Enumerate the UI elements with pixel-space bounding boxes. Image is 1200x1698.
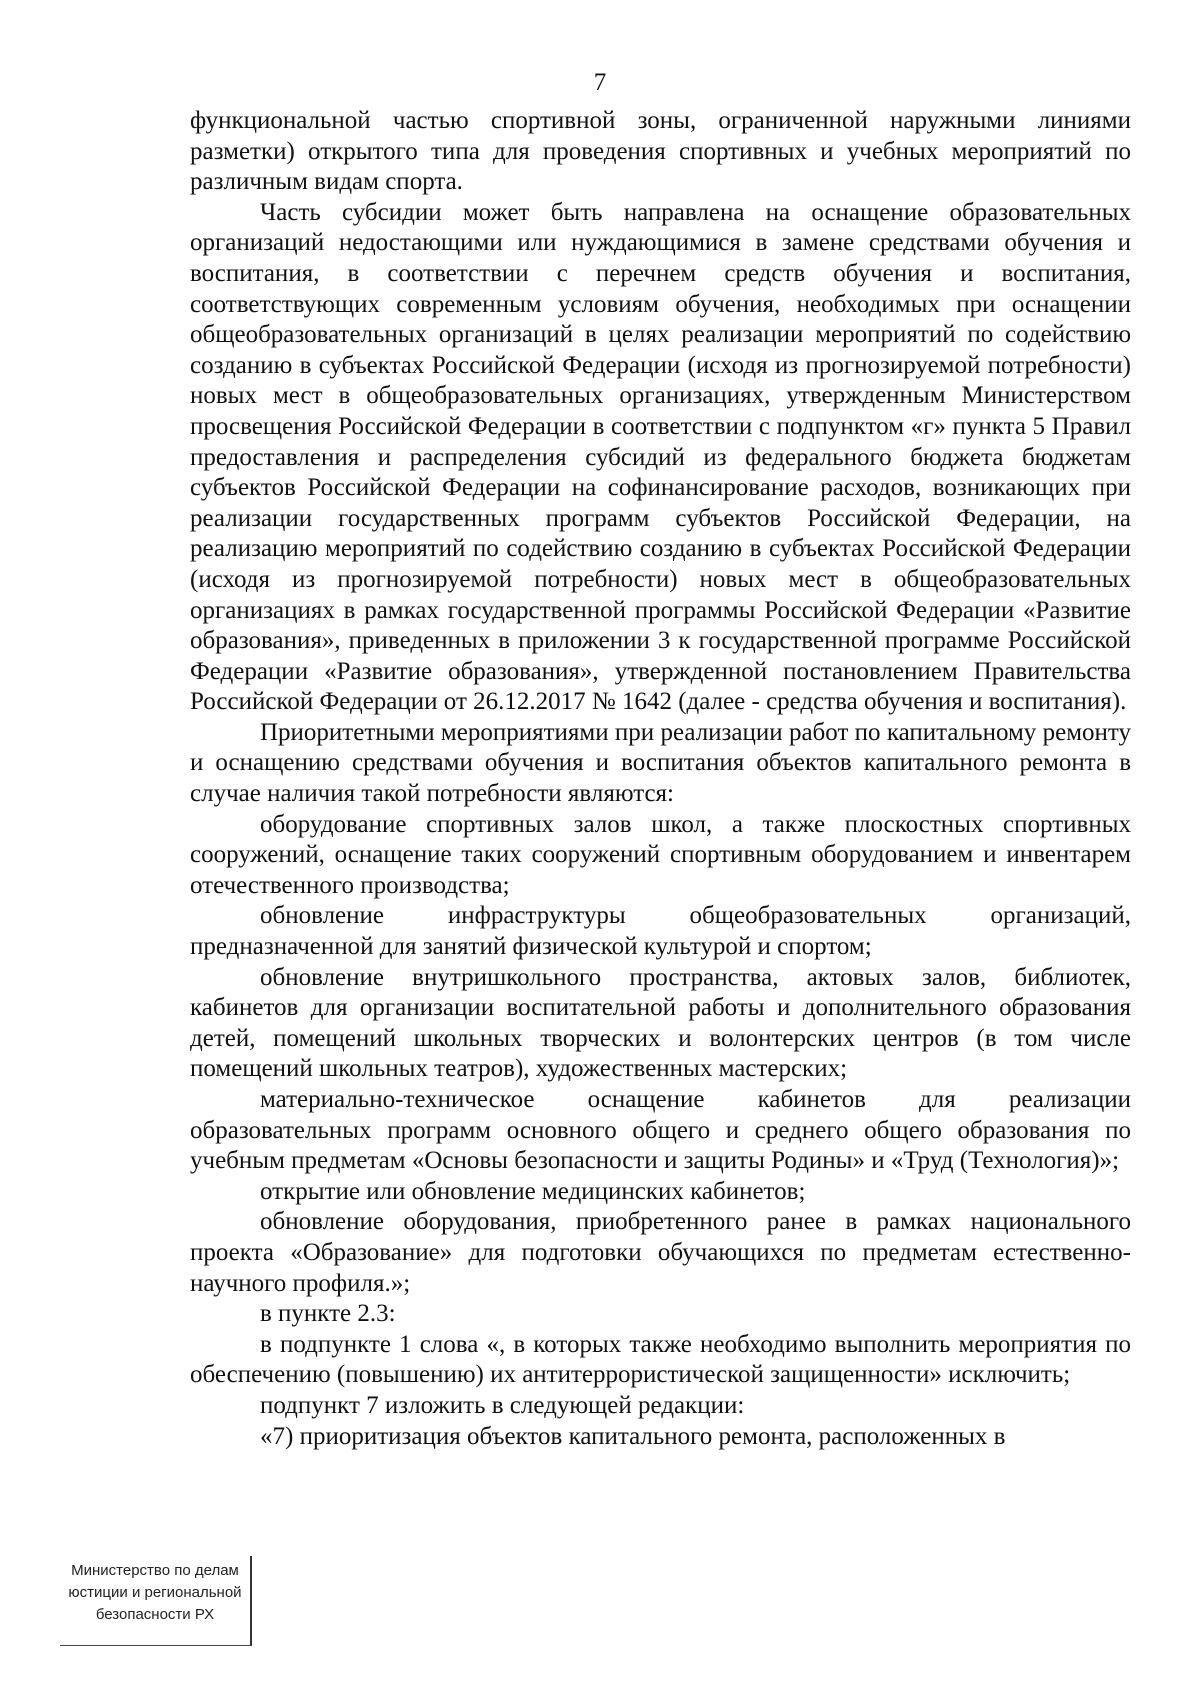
list-item: материально-техническое оснащение кабинетов для реализации образовательных программ основного общего и среднего общего образования по учебным предметам «Основы безопасности и защиты Родины» и «Труд (Технология)»; [190,1086,1131,1175]
stamp-line: безопасности РХ [95,1606,215,1623]
ministry-stamp [60,1556,252,1646]
paragraph: в подпункте 1 слова «, в которых также необходимо выполнить мероприятия по обеспечению (повышению) их антитеррористической защищенности» исключить; [190,1330,1131,1389]
list-item: оборудование спортивных залов школ, а также плоскостных спортивных сооружений, оснащение таких сооружений спортивным оборудованием и инвентарем отечественного производства; [190,810,1131,899]
paragraph: Приоритетными мероприятиями при реализации работ по капитальному ремонту и оснащению средствами обучения и воспитания объектов капитального ремонта в случае наличия такой потребности являются: [190,718,1131,808]
list-item: обновление оборудования, приобретенного ранее в рамках национального проекта «Образование» для подготовки обучающихся по предметам естественно-научного профиля.»; [190,1208,1131,1297]
list-item: обновление инфраструктуры общеобразовательных организаций, предназначенной для занятий физической культурой и спортом; [190,902,1131,961]
page-number: 7 [593,69,607,96]
paragraph: Часть субсидии может быть направлена на оснащение образовательных организаций недостающими или нуждающимися в замене средствами обучения и воспитания, в соответствии с перечнем средств обучения и воспитания, соответствующих современным условиям обучения, необходимых при оснащении общеобразовательных организаций в целях реализации мероприятий по содействию созданию в субъектах Российской Федерации (исходя из прогнозируемой потребности) новых мест в общеобразовательных организациях, утвержденным Министерством просвещения Российской Федерации в соответствии с подпунктом «г» пункта 5 Правил предоставления и распределения субсидий из федерального бюджета бюджетам субъектов Российской Федерации на софинансирование расходов, возникающих при реализации государственных программ субъектов Российской Федерации, на реализацию мероприятий по содействию созданию в субъектах Российской Федерации (исходя из прогнозируемой потребности) новых мест в общеобразовательных организациях в рамках государственной программы Российской Федерации «Развитие образования», приведенных в приложении 3 к государственной программе Российской Федерации «Развитие образования», утвержденной постановлением Правительства Российской Федерации от 26.12.2017 № 1642 (далее - средства обучения и воспитания). [190,198,1131,716]
stamp-line: юстиции и региональной [68,1584,242,1601]
list-item: открытие или обновление медицинских кабинетов; [260,1177,806,1205]
paragraph: «7) приоритизация объектов капитального ремонта, расположенных в [260,1422,1006,1450]
document-body [190,106,1131,1452]
paragraph: подпункт 7 изложить в следующей редакции: [260,1391,745,1419]
paragraph: функциональной частью спортивной зоны, ограниченной наружными линиями разметки) открытого типа для проведения спортивных и учебных мероприятий по различным видам спорта. [190,107,1131,196]
stamp-line: Министерство по делам [71,1562,239,1579]
paragraph: в пункте 2.3: [260,1300,396,1328]
list-item: обновление внутришкольного пространства, актовых залов, библиотек, кабинетов для организации воспитательной работы и дополнительного образования детей, помещений школьных творческих и волонтерских центров (в том числе помещений школьных театров), художественных мастерских; [190,963,1131,1083]
